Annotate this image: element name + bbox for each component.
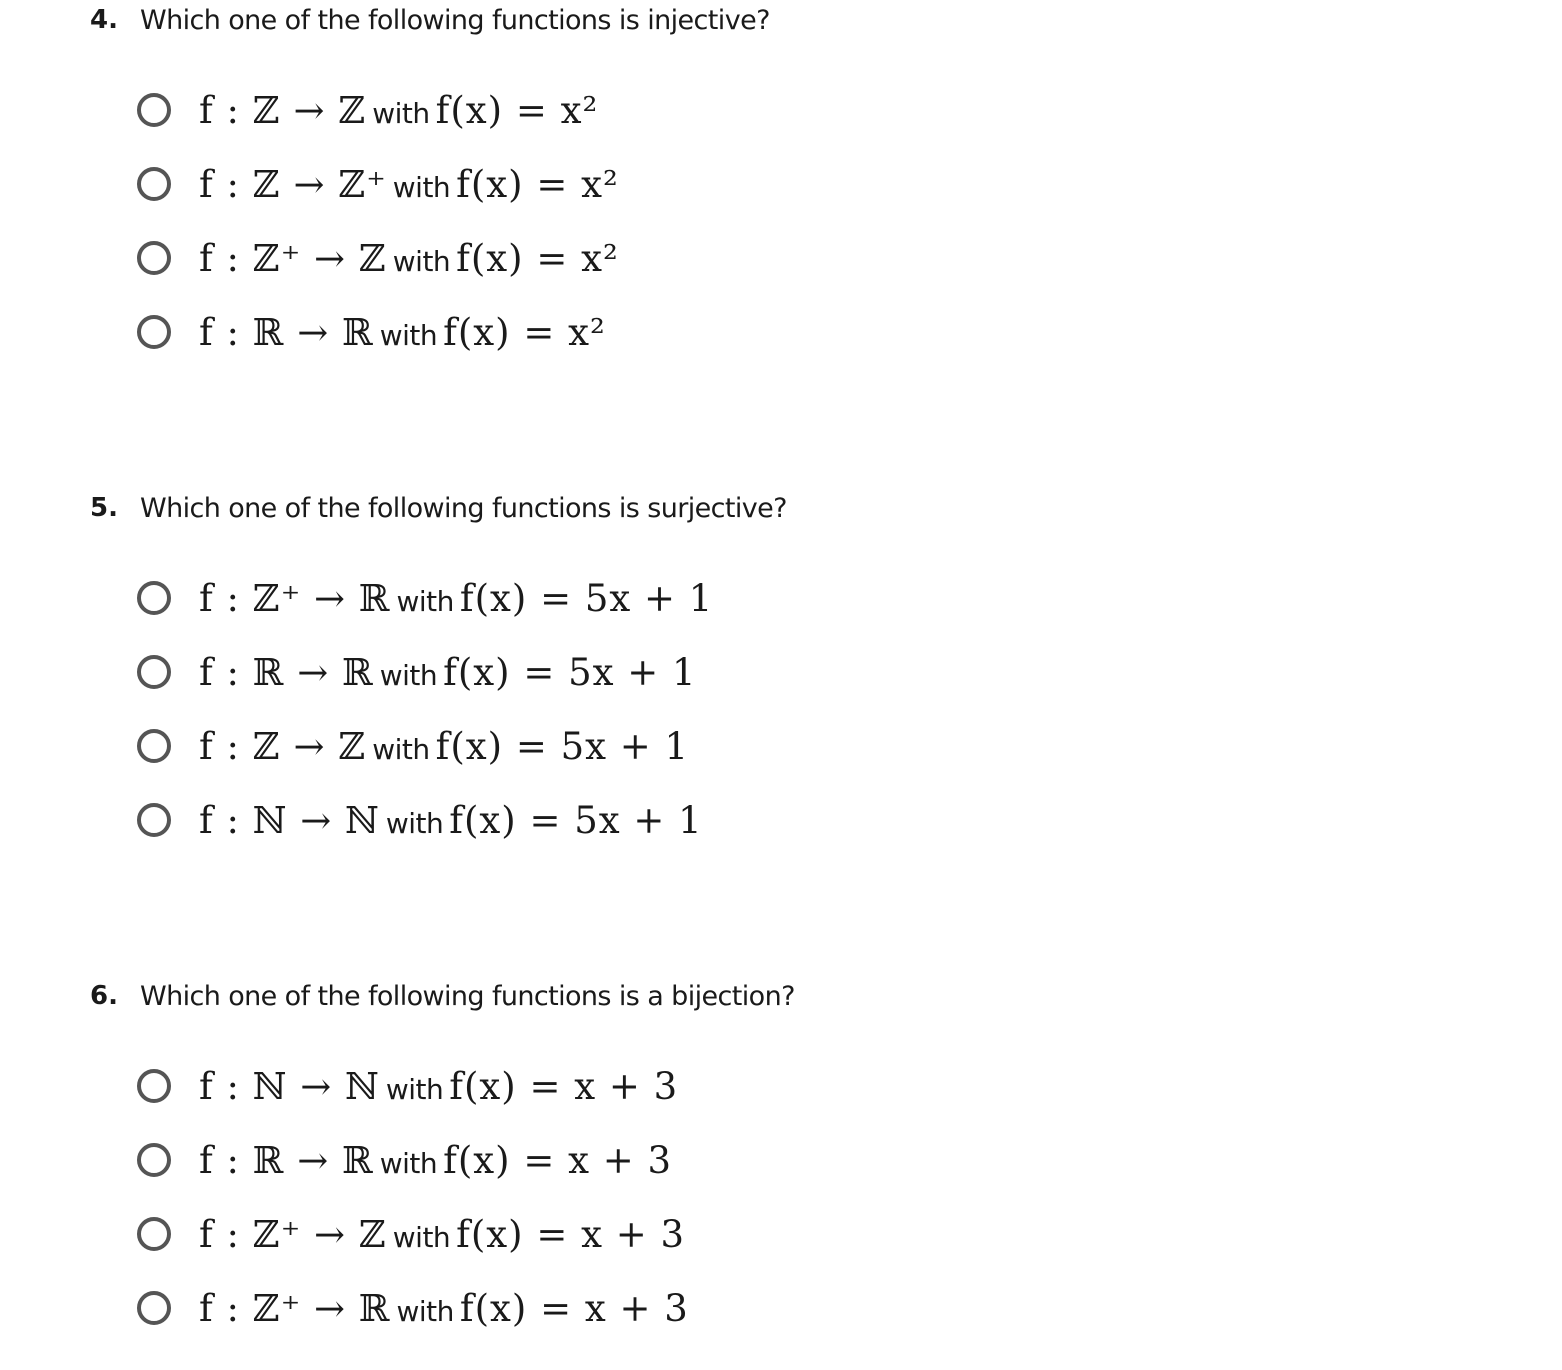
function-rule: f(x) = 5x + 1 bbox=[459, 576, 714, 620]
option-label bbox=[199, 163, 619, 206]
with-word: with bbox=[379, 1146, 438, 1180]
question-number: 4. bbox=[90, 5, 118, 35]
radio-button[interactable] bbox=[137, 1291, 171, 1325]
question-text: Which one of the following functions is injective? bbox=[140, 4, 770, 36]
function-rule: f(x) = 5x + 1 bbox=[435, 724, 690, 768]
function-rule: f(x) = 5x + 1 bbox=[449, 798, 703, 842]
radio-button[interactable] bbox=[137, 803, 171, 837]
radio-button[interactable] bbox=[137, 241, 171, 275]
function-rule: f(x) = x + 3 bbox=[443, 1138, 673, 1182]
function-signature: f : ℝ → ℝ bbox=[199, 310, 374, 354]
with-word: with bbox=[396, 1294, 454, 1328]
option-4c[interactable] bbox=[137, 228, 619, 288]
function-signature: f : ℤ → ℤ⁺ bbox=[199, 162, 387, 206]
with-word: with bbox=[392, 170, 451, 204]
radio-button[interactable] bbox=[137, 1217, 171, 1251]
option-label bbox=[199, 799, 703, 842]
with-word: with bbox=[392, 1220, 451, 1254]
function-signature: f : ℤ⁺ → ℝ bbox=[199, 576, 391, 620]
option-6c[interactable] bbox=[137, 1204, 685, 1264]
option-label bbox=[199, 1213, 685, 1256]
option-5d[interactable] bbox=[137, 790, 703, 850]
radio-button[interactable] bbox=[137, 729, 171, 763]
with-word: with bbox=[392, 244, 451, 278]
option-label bbox=[199, 89, 598, 132]
question-number: 5. bbox=[90, 493, 118, 523]
function-signature: f : ℝ → ℝ bbox=[199, 650, 374, 694]
radio-button[interactable] bbox=[137, 315, 171, 349]
option-label bbox=[199, 577, 713, 620]
with-word: with bbox=[372, 732, 430, 766]
radio-button[interactable] bbox=[137, 1143, 171, 1177]
with-word: with bbox=[379, 658, 438, 692]
question-header bbox=[90, 976, 795, 1016]
radio-button[interactable] bbox=[137, 93, 171, 127]
function-signature: f : ℤ → ℤ bbox=[199, 88, 367, 132]
function-signature: f : ℤ⁺ → ℤ bbox=[199, 236, 387, 280]
function-rule: f(x) = x + 3 bbox=[456, 1212, 686, 1256]
option-6a[interactable] bbox=[137, 1056, 678, 1116]
function-rule: f(x) = x + 3 bbox=[449, 1064, 679, 1108]
option-4d[interactable] bbox=[137, 302, 606, 362]
function-signature: f : ℕ → ℕ bbox=[199, 1064, 380, 1108]
function-rule: f(x) = 5x + 1 bbox=[443, 650, 697, 694]
question-header bbox=[90, 488, 787, 528]
with-word: with bbox=[396, 584, 454, 618]
option-label bbox=[199, 1139, 672, 1182]
radio-button[interactable] bbox=[137, 655, 171, 689]
with-word: with bbox=[379, 318, 438, 352]
option-5a[interactable] bbox=[137, 568, 713, 628]
with-word: with bbox=[385, 1072, 444, 1106]
function-signature: f : ℕ → ℕ bbox=[199, 798, 380, 842]
option-label bbox=[199, 725, 689, 768]
radio-button[interactable] bbox=[137, 167, 171, 201]
option-4b[interactable] bbox=[137, 154, 619, 214]
option-5c[interactable] bbox=[137, 716, 689, 776]
function-signature: f : ℝ → ℝ bbox=[199, 1138, 374, 1182]
function-signature: f : ℤ⁺ → ℝ bbox=[199, 1286, 391, 1330]
function-rule: f(x) = x² bbox=[456, 236, 619, 280]
radio-button[interactable] bbox=[137, 581, 171, 615]
option-6d[interactable] bbox=[137, 1278, 689, 1338]
function-signature: f : ℤ⁺ → ℤ bbox=[199, 1212, 387, 1256]
function-rule: f(x) = x² bbox=[435, 88, 599, 132]
function-rule: f(x) = x² bbox=[456, 162, 619, 206]
function-rule: f(x) = x² bbox=[443, 310, 606, 354]
question-text: Which one of the following functions is a bijection? bbox=[140, 980, 795, 1012]
with-word: with bbox=[385, 806, 444, 840]
option-label bbox=[199, 311, 606, 354]
option-label bbox=[199, 1065, 678, 1108]
option-label bbox=[199, 651, 697, 694]
function-signature: f : ℤ → ℤ bbox=[199, 724, 367, 768]
with-word: with bbox=[372, 96, 430, 130]
function-rule: f(x) = x + 3 bbox=[459, 1286, 689, 1330]
question-text: Which one of the following functions is surjective? bbox=[140, 492, 787, 524]
option-6b[interactable] bbox=[137, 1130, 672, 1190]
option-label bbox=[199, 1287, 689, 1330]
option-label bbox=[199, 237, 619, 280]
question-header bbox=[90, 0, 770, 40]
question-number: 6. bbox=[90, 981, 118, 1011]
radio-button[interactable] bbox=[137, 1069, 171, 1103]
option-4a[interactable] bbox=[137, 80, 598, 140]
option-5b[interactable] bbox=[137, 642, 697, 702]
